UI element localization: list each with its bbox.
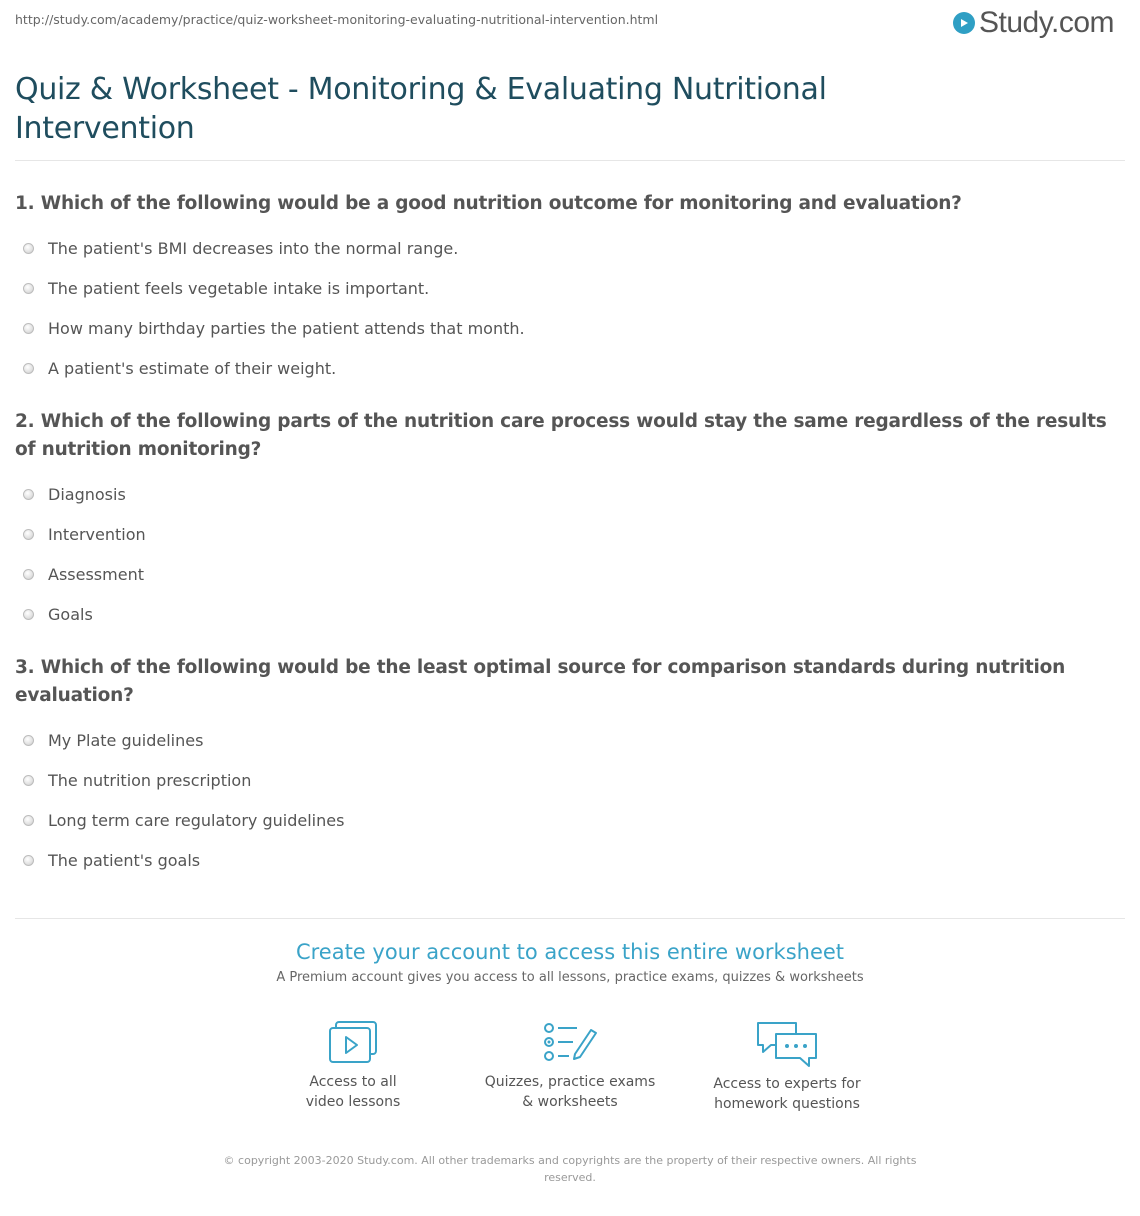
question-text: 2. Which of the following parts of the nutrition care process would stay the same regardless of the results of nutrition monitoring? bbox=[15, 411, 1107, 460]
answer-label: Long term care regulatory guidelines bbox=[48, 810, 345, 830]
question-text: 1. Which of the following would be a good nutrition outcome for monitoring and evaluation? bbox=[15, 193, 962, 214]
question-2 bbox=[15, 408, 1115, 634]
answer-label: The patient's BMI decreases into the normal range. bbox=[48, 238, 459, 258]
radio-button[interactable] bbox=[23, 775, 34, 786]
radio-button[interactable] bbox=[23, 815, 34, 826]
answer-label: The patient's goals bbox=[48, 850, 201, 870]
answer-option[interactable] bbox=[15, 800, 1115, 840]
answer-option[interactable] bbox=[15, 514, 1115, 554]
answer-option[interactable] bbox=[15, 760, 1115, 800]
radio-button[interactable] bbox=[23, 363, 34, 374]
answer-option[interactable] bbox=[15, 554, 1115, 594]
question-3 bbox=[15, 654, 1115, 880]
question-1 bbox=[15, 190, 1115, 388]
answer-label: A patient's estimate of their weight. bbox=[48, 358, 337, 378]
answer-option[interactable] bbox=[15, 308, 1115, 348]
feature-label-line1: Access to experts for bbox=[713, 1076, 861, 1092]
page-url: http://study.com/academy/practice/quiz-worksheet-monitoring-evaluating-nutritional-intervention.html bbox=[15, 12, 659, 27]
feature-label-line2: video lessons bbox=[305, 1094, 401, 1110]
signup-cta bbox=[0, 940, 1140, 985]
answer-label: Goals bbox=[48, 604, 93, 624]
answer-label: The nutrition prescription bbox=[48, 770, 252, 790]
question-text: 3. Which of the following would be the least optimal source for comparison standards during nutrition evaluation? bbox=[15, 657, 1066, 706]
answer-options bbox=[15, 228, 1115, 388]
feature-list bbox=[0, 1020, 1140, 1114]
radio-button[interactable] bbox=[23, 609, 34, 620]
cta-subtitle: A Premium account gives you access to all lessons, practice exams, quizzes & worksheets bbox=[276, 970, 864, 985]
feature-label-line1: Quizzes, practice exams bbox=[484, 1074, 656, 1090]
feature-label-line2: homework questions bbox=[714, 1096, 860, 1112]
answer-option[interactable] bbox=[15, 228, 1115, 268]
radio-button[interactable] bbox=[23, 283, 34, 294]
radio-button[interactable] bbox=[23, 569, 34, 580]
radio-button[interactable] bbox=[23, 323, 34, 334]
answer-option[interactable] bbox=[15, 594, 1115, 634]
radio-button[interactable] bbox=[23, 243, 34, 254]
copyright-text: © copyright 2003-2020 Study.com. All other trademarks and copyrights are the property of their respective owners. All rights reserved. bbox=[223, 1154, 917, 1184]
answer-option[interactable] bbox=[15, 720, 1115, 760]
feature-quizzes bbox=[462, 1020, 679, 1114]
question-list bbox=[15, 190, 1115, 900]
radio-button[interactable] bbox=[23, 735, 34, 746]
answer-options bbox=[15, 720, 1115, 880]
answer-label: The patient feels vegetable intake is important. bbox=[48, 278, 430, 298]
play-logo-icon bbox=[953, 12, 975, 34]
radio-button[interactable] bbox=[23, 855, 34, 866]
answer-label: How many birthday parties the patient attends that month. bbox=[48, 318, 525, 338]
copyright-notice bbox=[0, 1152, 1140, 1186]
answer-label: Assessment bbox=[48, 564, 144, 584]
brand-name: Study.com bbox=[979, 6, 1114, 39]
answer-option[interactable] bbox=[15, 474, 1115, 514]
answer-option[interactable] bbox=[15, 840, 1115, 880]
cta-title-link[interactable]: Create your account to access this entire worksheet bbox=[295, 940, 845, 964]
radio-button[interactable] bbox=[23, 529, 34, 540]
quiz-list-icon bbox=[541, 1020, 599, 1066]
feature-label-line1: Access to all bbox=[309, 1074, 397, 1090]
radio-button[interactable] bbox=[23, 489, 34, 500]
answer-label: My Plate guidelines bbox=[48, 730, 204, 750]
answer-option[interactable] bbox=[15, 348, 1115, 388]
video-icon bbox=[327, 1020, 379, 1066]
answer-label: Intervention bbox=[48, 524, 146, 544]
feature-video-lessons bbox=[245, 1020, 462, 1114]
title-divider bbox=[15, 160, 1125, 161]
page-title: Quiz & Worksheet - Monitoring & Evaluating Nutritional Intervention bbox=[15, 72, 827, 146]
questions-divider bbox=[15, 918, 1125, 919]
answer-option[interactable] bbox=[15, 268, 1115, 308]
answer-label: Diagnosis bbox=[48, 484, 126, 504]
study-logo[interactable] bbox=[953, 6, 1114, 40]
answer-options bbox=[15, 474, 1115, 634]
feature-experts bbox=[679, 1020, 896, 1114]
feature-label-line2: & worksheets bbox=[522, 1094, 618, 1110]
chat-bubbles-icon bbox=[755, 1020, 819, 1068]
